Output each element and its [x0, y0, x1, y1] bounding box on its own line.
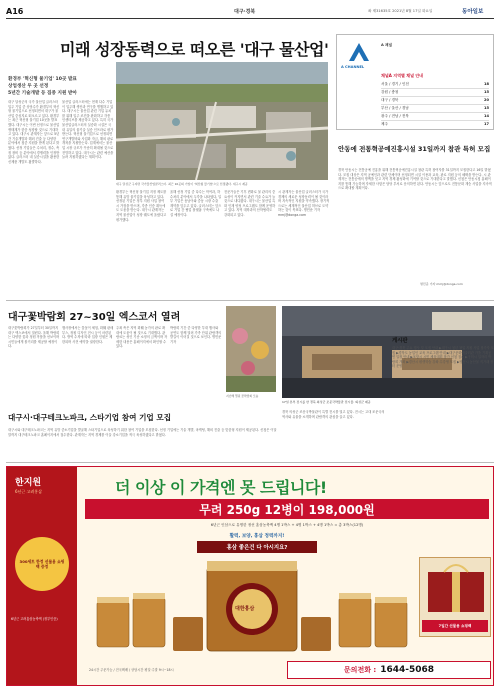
channel-row-label: 부산 / 울산 / 경남 — [381, 106, 409, 110]
museum-caption: 17일 본부 전시를 한 경북 의성군 조문국박물관 전시물. 의성군 제공 — [282, 400, 371, 404]
channel-row-label: 광주 / 전남 / 전북 — [381, 114, 409, 118]
section-name: 대구·경북 — [234, 9, 256, 15]
main-headline: 미래 성장동력으로 떠오른 '대구 물산업' — [60, 40, 329, 59]
section-divider-ad — [6, 462, 494, 463]
ad-brand-column — [7, 467, 77, 686]
channel-row-number: 14 — [483, 114, 489, 118]
expo-body-col3: 주최 측은 지역 화훼 농가의 판로 확대에 도움이 될 것으로 기대했다. 관람료는 성인 기준 소정의 금액이며 자세한 내용은 홈페이지에서 확인할 수 있다. — [116, 326, 168, 349]
page-number: A16 — [6, 7, 24, 16]
header-rule — [6, 18, 494, 19]
expo-photo-illustration — [226, 306, 276, 392]
channel-a-logo-icon — [341, 41, 377, 65]
channel-row-number: 15 — [483, 90, 489, 94]
channel-row-label: 서울 / 경기 / 인천 — [381, 82, 409, 86]
paper-name: 동아일보 — [462, 9, 484, 15]
channel-row — [381, 89, 489, 97]
ad-gift-badge-text: 300세트 한정 선물용 쇼핑백 증정 — [19, 559, 65, 569]
channel-guide-title: 채널A 지역별 채널 안내 — [381, 73, 424, 78]
notice-body: 대구·경북 주요 행사 및 모집 안내 ▶대구시 청년 창업 지원 사업 참가자 모집 ▶경북도 농업인 교육 프로그램 안내 ▶대구문화예술회관 가을 기획공연 일정 안내 ▶포항시 시민 체육대회 참가 신청 접수 ▶구미시 일자리 박람회 개최 ▶경산시 평생학습 강좌 수강생 모집 ▶영천시 농산물 직거래 장터 운영 — [392, 346, 494, 369]
channel-row-label: 대구 / 경북 — [381, 98, 399, 102]
channel-logo-sub: A 채널 — [381, 43, 392, 47]
channel-logo-text: A CHANNEL — [341, 65, 365, 69]
article-body-col3: 환경부는 혁신형 물기업 지정 제도를 통해 유망 물기업을 육성하고 있다. 선정된 기업은 정부 지원 사업 참여 시 가점을 받으며, 각종 인증 획득에도 도움을 받는다. 대구시 관계자는 지역 물산업이 성장 궤도에 올랐다고 평가했다. — [116, 190, 167, 222]
ad-side-label: 6년근 고려홍삼농축액 (정부인증) — [11, 617, 58, 621]
channel-row-number: 15 — [483, 106, 489, 110]
ad-right-tag-text: 7일간 선물용 쇼핑백 — [438, 623, 472, 628]
channel-row-label: 강원 / 충청 — [381, 90, 399, 94]
channel-row — [381, 81, 489, 89]
ad-mid-copy: 활력, 보양, 홍삼 정력까지! — [229, 534, 285, 539]
ad-right-product — [419, 557, 491, 637]
issue-date: 좌 제31635호 2021년 8월 17일 화요일 — [368, 9, 433, 13]
expo-photo-caption: 지난해 열린 꽃박람회 모습 — [226, 394, 259, 398]
article-body-col6: 시 관계자는 물산업 클러스터가 국가 경제의 새로운 성장동력이 될 것이라며 지속적인 지원을 약속했다. 장기적으로는 세계적인 물산업 허브로 도약하는 것이 목표다. 명민준 기자 mmj@donga.com — [278, 190, 330, 217]
ad-mid-copy-box — [197, 541, 317, 553]
ad-product-group — [87, 557, 417, 657]
side-article-headline: 안동에 전통혁공예진흥시설 31일까지 참관 특허 모집 — [338, 145, 491, 153]
gift-box-illustration — [420, 558, 492, 618]
ad-right-tag — [422, 620, 488, 632]
channel-row — [381, 105, 489, 113]
ad-phone-bar — [287, 661, 491, 679]
article-body-col4: 올해 선정 기업 중 다수는 막여과, 하수처리 분야에서 두각을 나타냈다. 일부 기업은 동남아와 중동 시장 수출 계약을 앞두고 있다. 클러스터는 앞으로 기업 간 협업 플랫폼 구축에도 나설 예정이다. — [170, 190, 222, 217]
side-article-byline: 명민준 기자 mmj@donga.com — [420, 282, 463, 286]
subhead-1: 환경부 '혁신형 물기업' 10곳 발표 — [8, 77, 77, 82]
article-body-col1: 대구 달성군의 국가 물산업 클러스터 입주 기업 중 상당수가 환경부의 혁신형 물기업으로 선정되면서 대구가 물산업 중심지로 떠오르고 있다. 환경부는 최근 혁신형 물기업 10곳을 발표했다. 대구시는 이번 선정으로 물산업 생태계가 한층 성장할 것으로 기대하고 있다. 대구시 관계자는 앞으로 5년간 기술개발과 해외 진출 등 다양한 분야에서 집중 지원을 받게 된다고 밝혔다. 선정 기업들은 수처리, 정수, 측정 장비 등 분야에서 경쟁력을 인정받았다. 클러스터 내 실증시설을 활용한 신제품 개발도 활발하다. — [8, 100, 60, 164]
notice-summary: 대구·경북 주요 행사 및 모집 안내 — [392, 346, 439, 350]
museum-body: 경북 의성군 조문국박물관이 특별 전시를 열고 있다. 전시는 고대 조문국의 역사와 유물을 소개하며 관람객의 관심을 끌고 있다. — [282, 410, 385, 419]
section-divider-1 — [6, 300, 494, 301]
ad-brand-sub: 6년근 고려홍삼 — [15, 489, 43, 494]
ad-offer-text: 무려 250g 12병이 198,000원 — [199, 502, 375, 517]
ad-brand-name: 한지원 — [15, 478, 42, 488]
tech-body: 대구시와 대구테크노파크는 지역 유망 중소기업을 발굴해 스타기업으로 육성하기 위한 참여 기업을 모집한다. 선정 기업에는 기술 개발, 마케팅, 해외 진출 등 맞춤형 지원이 제공된다. 신청은 이달 말까지 대구테크노파크 홈페이지에서 접수한다. 관계자는 지역 경제를 이끌 강소기업을 적극 육성하겠다고 밝혔다. — [8, 428, 277, 437]
ad-foot-note: 24시간 주문가능 / 전국택배 / 상담시간 평일·주말 9시~18시 — [89, 668, 174, 672]
expo-body-col2: 행사장에서는 꽃꽂이 체험, 화훼 판매 부스, 정원 디자인 전시 등이 마련된다. 방역 수칙에 따라 입장 인원은 제한되며 사전 예약을 권장한다. — [62, 326, 114, 344]
article-body-col5: 전문가들은 기후 변화로 물 관리의 중요성이 커지면서 관련 기술 수요가 늘 것으로 내다봤다. 대구시는 물산업 특화 인재 양성 프로그램도 함께 운영하고 있다. 지역 대학과의 산학협력도 강화되고 있다. — [224, 190, 276, 217]
channel-row — [381, 113, 489, 121]
expo-body-col4: 박람회 기간 중 다양한 부대 행사와 공연도 함께 열려 가족 단위 관람객의 발길이 이어질 것으로 보인다. 명민준 기자 — [170, 326, 222, 344]
channel-table — [381, 81, 489, 128]
expo-photo — [226, 306, 276, 392]
ad-gift-badge — [15, 537, 69, 591]
ad-phone-label: 문의전화 : — [343, 666, 377, 674]
subhead-3: 5년간 기술개발 등 집중 지원 받아 — [8, 91, 77, 96]
channel-guide-box — [336, 34, 494, 130]
subhead-block — [8, 76, 98, 97]
channel-row-number: 17 — [483, 122, 489, 126]
tech-headline: 대구시·대구테크노파크, 스타기업 참여 기업 모집 — [8, 413, 172, 422]
notice-title: 게시판 — [392, 338, 408, 344]
ad-sub-offer: 6년근 인삼으로 유명한 정선 홍삼농축액 4병 1박스 + 4병 1박스 + 4병 1박스 = 총 3박스(12병) — [210, 523, 364, 527]
article-body-col2: 물산업 클러스터에는 현재 다수 기업이 입주해 생산과 연구를 병행하고 있다. 대구시는 물산업 관련 기업 유치를 위해 입주 조건을 완화하고 각종 인센티브를 제공하고 있다. 특히 국가물산업클러스터의 실증화 시설은 국내 유일의 물기술 실증 인프라로 평가받는다. 혁신형 물기업으로 선정되면 연구개발비와 사업화 자금, 해외 판로 개척을 지원받는다. 업계에서는 물산업 시장 규모가 꾸준히 확대될 것으로 전망하고 있다. 대구시는 관련 예산을 늘려 지원하겠다는 계획이다. — [62, 100, 114, 160]
channel-row-number: 20 — [483, 98, 489, 102]
ad-phone-number[interactable]: 1644-5068 — [380, 665, 435, 675]
ad-product-label: 대한홍삼 — [235, 606, 255, 612]
expo-headline: 대구꽃박람회 27~30일 엑스코서 열려 — [8, 312, 181, 323]
advertisement — [6, 466, 494, 686]
channel-row — [381, 97, 489, 105]
channel-row-label: 제주 — [381, 122, 388, 126]
ad-mid-copy-2: 홍삼 좋은건 다 아시지요? — [226, 545, 288, 551]
ad-banner-headline: 더 이상 이 가격엔 못 드립니다! — [115, 478, 327, 497]
channel-logo — [341, 41, 377, 65]
subhead-2: 상업생산 두 곳 선정 — [8, 84, 49, 89]
main-photo-aerial-cluster — [116, 62, 328, 180]
aerial-photo-illustration — [116, 62, 328, 180]
side-article-body: 경북 안동시는 전통공예 진흥을 위해 전통혁공예진흥시설 참관 특허 참여자를 31일까지 모집한다고 16일 밝혔다. 모집 대상은 지역 공예인과 관련 단체이며 선정되면 시설 이용과 교육, 판로 지원 등의 혜택을 받는다. 시 관계자는 전통공예의 명맥을 잇고 지역 경제 활성화에 기여할 것으로 기대한다고 말했다. 신청은 안동시청 홈페이지를 통해 가능하며 자세한 사항은 담당 부서로 문의하면 된다. 안동시는 앞으로도 전통문화 계승 사업을 지속적으로 확대할 계획이다. — [338, 168, 492, 191]
main-photo-caption: 대구 달성군 구지면 국가물산업클러스터. 최근 10곳의 기업이 '혁신형 물기업'으로 선정됐다. 대구시 제공 — [116, 182, 248, 186]
expo-body-col1: 대구꽃박람회가 27일부터 30일까지 대구 엑스코에서 열린다. 올해 박람회는 다양한 꽃과 정원 작품을 선보이며 시민들에게 볼거리를 제공할 예정이다. — [8, 326, 60, 349]
ad-offer-bar — [85, 499, 489, 519]
channel-row — [381, 121, 489, 128]
channel-row-number: 18 — [483, 82, 489, 86]
